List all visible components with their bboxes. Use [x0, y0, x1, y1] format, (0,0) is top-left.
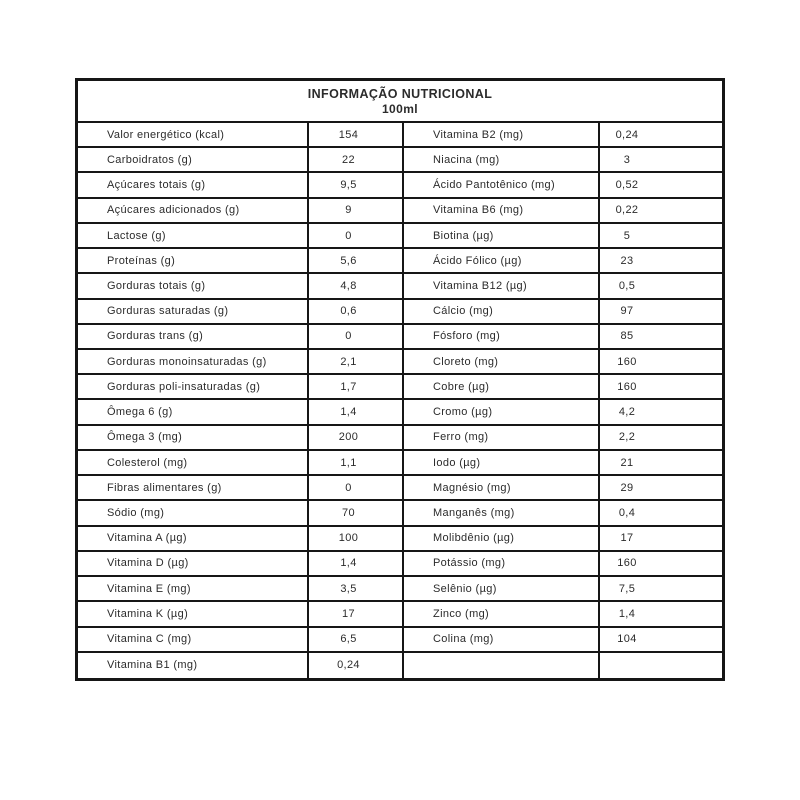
nutrient-value-cell: 100 — [307, 527, 402, 550]
nutrient-label-cell: Selênio (µg) — [402, 577, 598, 600]
nutrient-label-cell: Gorduras saturadas (g) — [107, 305, 229, 318]
nutrient-value-cell: 0,4 — [598, 501, 722, 524]
nutrient-value-cell: 1,7 — [307, 375, 402, 398]
nutrient-value-cell: 0,5 — [598, 274, 722, 297]
nutrient-label-cell: Cloreto (mg) — [402, 350, 598, 373]
nutrient-label-cell: Proteínas (g) — [107, 254, 176, 267]
nutrient-label-cell: Magnésio (mg) — [402, 476, 598, 499]
table-row — [78, 350, 722, 375]
table-row — [78, 426, 722, 451]
nutrient-value-cell: 97 — [598, 300, 722, 323]
table-row — [78, 224, 722, 249]
nutrient-value-cell — [598, 653, 722, 678]
table-row — [78, 173, 722, 198]
nutrient-label-cell: Açúcares totais (g) — [107, 179, 206, 192]
table-row — [78, 552, 722, 577]
nutrient-label-cell: Ácido Fólico (µg) — [402, 249, 598, 272]
nutrient-label-cell: Potássio (mg) — [402, 552, 598, 575]
nutrient-value-cell: 17 — [307, 602, 402, 625]
nutrient-label-cell — [402, 653, 598, 678]
nutrient-label-cell: Niacina (mg) — [402, 148, 598, 171]
nutrient-value-cell: 70 — [307, 501, 402, 524]
nutrient-value-cell: 0,24 — [307, 653, 402, 678]
nutrient-value-cell: 0,6 — [307, 300, 402, 323]
table-row — [78, 249, 722, 274]
nutrient-label-cell: Gorduras totais (g) — [107, 279, 206, 292]
nutrient-value-cell: 0 — [307, 224, 402, 247]
nutrient-label-cell: Cálcio (mg) — [402, 300, 598, 323]
nutrient-value-cell: 0,24 — [598, 123, 722, 146]
nutrient-value-cell: 17 — [598, 527, 722, 550]
nutrient-label-cell: Ômega 6 (g) — [107, 406, 173, 419]
nutrient-label-cell: Ferro (mg) — [402, 426, 598, 449]
table-row — [78, 527, 722, 552]
table-row — [78, 325, 722, 350]
table-title: INFORMAÇÃO NUTRICIONAL — [307, 86, 493, 101]
nutrient-value-cell: 3,5 — [307, 577, 402, 600]
table-row — [78, 602, 722, 627]
nutrient-label-cell: Vitamina E (mg) — [107, 582, 191, 595]
nutrient-value-cell: 1,4 — [307, 400, 402, 423]
nutrient-label-cell: Carboidratos (g) — [107, 153, 193, 166]
nutrient-label-cell: Fósforo (mg) — [402, 325, 598, 348]
nutrient-value-cell: 7,5 — [598, 577, 722, 600]
nutrient-label-cell: Colesterol (mg) — [107, 456, 188, 469]
nutrient-value-cell: 160 — [598, 350, 722, 373]
nutrient-value-cell: 5,6 — [307, 249, 402, 272]
table-row — [78, 123, 722, 148]
nutrient-label-cell: Vitamina A (µg) — [107, 532, 187, 545]
table-row — [78, 300, 722, 325]
nutrition-table — [75, 78, 725, 681]
nutrient-value-cell: 85 — [598, 325, 722, 348]
nutrient-value-cell: 104 — [598, 628, 722, 651]
table-row — [78, 476, 722, 501]
table-header — [78, 81, 722, 123]
table-row — [78, 628, 722, 653]
nutrient-label-cell: Vitamina D (µg) — [107, 557, 189, 570]
table-row — [78, 501, 722, 526]
nutrient-label-cell: Gorduras poli-insaturadas (g) — [107, 380, 261, 393]
nutrient-label-cell: Gorduras trans (g) — [107, 330, 204, 343]
nutrient-label-cell: Colina (mg) — [402, 628, 598, 651]
nutrient-label-cell: Vitamina C (mg) — [107, 633, 192, 646]
table-row — [78, 148, 722, 173]
nutrient-label-cell: Vitamina B1 (mg) — [107, 659, 198, 672]
table-row — [78, 375, 722, 400]
nutrient-label-cell: Fibras alimentares (g) — [107, 481, 222, 494]
nutrient-value-cell: 2,1 — [307, 350, 402, 373]
nutrient-label-cell: Sódio (mg) — [107, 507, 165, 520]
nutrient-label-cell: Vitamina B6 (mg) — [402, 199, 598, 222]
nutrient-value-cell: 0,52 — [598, 173, 722, 196]
nutrient-label-cell: Ômega 3 (mg) — [107, 431, 183, 444]
table-body — [78, 123, 722, 678]
nutrient-value-cell: 0,22 — [598, 199, 722, 222]
nutrient-value-cell: 1,1 — [307, 451, 402, 474]
nutrient-value-cell: 2,2 — [598, 426, 722, 449]
nutrient-value-cell: 160 — [598, 375, 722, 398]
nutrient-label-cell: Zinco (mg) — [402, 602, 598, 625]
nutrient-value-cell: 154 — [307, 123, 402, 146]
nutrient-value-cell: 5 — [598, 224, 722, 247]
nutrient-label-cell: Lactose (g) — [107, 229, 166, 242]
nutrient-label-cell: Cromo (µg) — [402, 400, 598, 423]
nutrient-value-cell: 200 — [307, 426, 402, 449]
nutrient-value-cell: 29 — [598, 476, 722, 499]
nutrient-label-cell: Cobre (µg) — [402, 375, 598, 398]
table-row — [78, 199, 722, 224]
nutrient-value-cell: 1,4 — [598, 602, 722, 625]
nutrient-label-cell: Valor energético (kcal) — [107, 128, 225, 141]
nutrient-value-cell: 9,5 — [307, 173, 402, 196]
table-row — [78, 577, 722, 602]
nutrient-value-cell: 23 — [598, 249, 722, 272]
table-row — [78, 274, 722, 299]
nutrient-value-cell: 0 — [307, 476, 402, 499]
nutrient-label-cell: Açúcares adicionados (g) — [107, 204, 240, 217]
nutrient-label-cell: Manganês (mg) — [402, 501, 598, 524]
table-row — [78, 451, 722, 476]
nutrient-label-cell: Molibdênio (µg) — [402, 527, 598, 550]
nutrient-value-cell: 3 — [598, 148, 722, 171]
serving-size: 100ml — [381, 101, 419, 116]
nutrient-label-cell: Ácido Pantotênico (mg) — [402, 173, 598, 196]
nutrient-label-cell: Biotina (µg) — [402, 224, 598, 247]
nutrient-value-cell: 4,2 — [598, 400, 722, 423]
table-row — [78, 653, 722, 678]
nutrient-value-cell: 160 — [598, 552, 722, 575]
nutrient-value-cell: 0 — [307, 325, 402, 348]
nutrient-label-cell: Gorduras monoinsaturadas (g) — [107, 355, 267, 368]
nutrient-label-cell: Iodo (µg) — [402, 451, 598, 474]
nutrient-value-cell: 6,5 — [307, 628, 402, 651]
nutrient-label-cell: Vitamina K (µg) — [107, 607, 189, 620]
nutrient-label-cell: Vitamina B12 (µg) — [402, 274, 598, 297]
nutrient-label-cell: Vitamina B2 (mg) — [402, 123, 598, 146]
nutrient-value-cell: 22 — [307, 148, 402, 171]
nutrient-value-cell: 4,8 — [307, 274, 402, 297]
nutrient-value-cell: 21 — [598, 451, 722, 474]
nutrient-value-cell: 1,4 — [307, 552, 402, 575]
nutrient-value-cell: 9 — [307, 199, 402, 222]
table-row — [78, 400, 722, 425]
